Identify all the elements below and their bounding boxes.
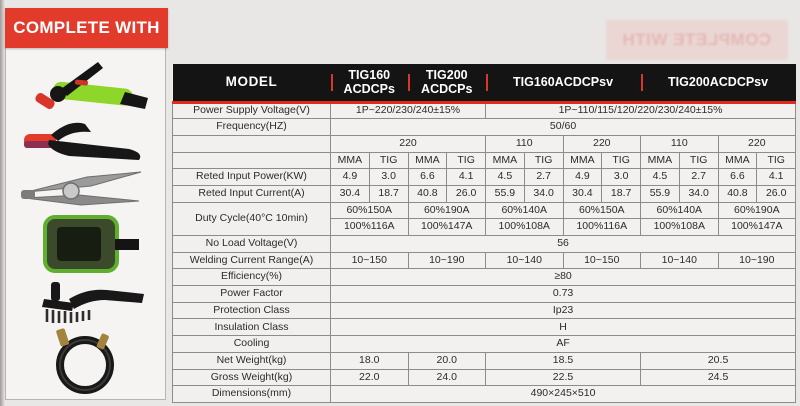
cell: 6.6: [408, 169, 447, 186]
gas-hose-coil-image: [11, 327, 161, 395]
row-label: Power Supply Voltage(V): [173, 102, 331, 119]
row-label: Duty Cycle(40°C 10min): [173, 202, 331, 235]
complete-with-banner: [5, 8, 168, 48]
cell: TIG: [369, 152, 408, 169]
showthrough-ghost: [606, 20, 788, 60]
row-power-supply: [173, 102, 796, 119]
cell: MMA: [563, 152, 602, 169]
cell: 60%150A: [563, 202, 641, 219]
cell: 55.9: [641, 185, 680, 202]
row-rated-power: [173, 169, 796, 186]
cell: 18.7: [602, 185, 641, 202]
row-welding-range: [173, 252, 796, 269]
cell: 20.5: [641, 352, 796, 369]
row-input-voltage: [173, 135, 796, 152]
showthrough-ghost-text: COMPLETE WITH: [622, 30, 772, 49]
cell: 110: [486, 135, 564, 152]
cell: 18.0: [331, 352, 409, 369]
cell: 34.0: [679, 185, 718, 202]
cell: 100%147A: [718, 219, 796, 236]
cell: 18.7: [369, 185, 408, 202]
cell: 50/60: [331, 119, 796, 136]
row-mode: [173, 152, 796, 169]
cell: H: [331, 319, 796, 336]
cell: 4.1: [757, 169, 796, 186]
spec-table: [172, 64, 796, 403]
cell: TIG: [679, 152, 718, 169]
cell: 1P~110/115/120/220/230/240±15%: [486, 102, 796, 119]
row-insulation-class: [173, 319, 796, 336]
cell: 60%140A: [486, 202, 564, 219]
cell: MMA: [408, 152, 447, 169]
row-label: Reted Input Power(KW): [173, 169, 331, 186]
cell: 4.1: [447, 169, 486, 186]
cell: 10~190: [408, 252, 486, 269]
cell: 100%108A: [486, 219, 564, 236]
row-label: Frequency(HZ): [173, 119, 331, 136]
cell: 3.0: [602, 169, 641, 186]
cell: 10~140: [641, 252, 719, 269]
header-row: [173, 64, 796, 102]
cell: 60%190A: [408, 202, 486, 219]
model-header: MODEL: [173, 64, 331, 102]
row-label: No Load Voltage(V): [173, 236, 331, 253]
cell: 220: [718, 135, 796, 152]
row-label: [173, 152, 331, 169]
row-label: Reted Input Current(A): [173, 185, 331, 202]
row-label: Cooling: [173, 336, 331, 353]
cell: 30.4: [563, 185, 602, 202]
cell: MMA: [718, 152, 757, 169]
cell: 40.8: [718, 185, 757, 202]
earth-clamp-image: [11, 168, 161, 210]
cell: 490×245×510: [331, 386, 796, 403]
cell: 60%150A: [331, 202, 409, 219]
cell: 10~150: [331, 252, 409, 269]
cell: 4.9: [563, 169, 602, 186]
cell: 60%190A: [718, 202, 796, 219]
cell: 10~140: [486, 252, 564, 269]
row-label: Net Weight(kg): [173, 352, 331, 369]
model-tig200acdcpsv: TIG200ACDCPsv: [641, 64, 796, 102]
row-label: Gross Weight(kg): [173, 369, 331, 386]
cell: TIG: [447, 152, 486, 169]
row-label: Power Factor: [173, 286, 331, 303]
cell: 22.5: [486, 369, 641, 386]
model-tig160acdcpsv: TIG160ACDCPsv: [486, 64, 641, 102]
cell: ≥80: [331, 269, 796, 286]
cell: 24.5: [641, 369, 796, 386]
cell: 100%108A: [641, 219, 719, 236]
row-dimensions: [173, 386, 796, 403]
cell: 60%140A: [641, 202, 719, 219]
row-label: Efficiency(%): [173, 269, 331, 286]
row-net-weight: [173, 352, 796, 369]
row-cooling: [173, 336, 796, 353]
remote-control-box-image: [11, 214, 161, 274]
cell: TIG: [602, 152, 641, 169]
cell: 4.5: [641, 169, 680, 186]
row-label: Protection Class: [173, 302, 331, 319]
cell: MMA: [641, 152, 680, 169]
tig-torch-image: [11, 59, 161, 115]
cell: 0.73: [331, 286, 796, 303]
cell: AF: [331, 336, 796, 353]
cell: 220: [331, 135, 486, 152]
model-tig200acdcps: TIG200 ACDCPs: [408, 64, 486, 102]
row-label: [173, 135, 331, 152]
cell: 100%116A: [331, 219, 409, 236]
cell: 4.9: [331, 169, 370, 186]
cell: 30.4: [331, 185, 370, 202]
cell: TIG: [757, 152, 796, 169]
cell: 100%116A: [563, 219, 641, 236]
row-label: Insulation Class: [173, 319, 331, 336]
cell: MMA: [486, 152, 525, 169]
row-efficiency: [173, 269, 796, 286]
row-gross-weight: [173, 369, 796, 386]
cell: 26.0: [757, 185, 796, 202]
cell: 1P~220/230/240±15%: [331, 102, 486, 119]
cell: 220: [563, 135, 641, 152]
row-protection-class: [173, 302, 796, 319]
row-label: Dimensions(mm): [173, 386, 331, 403]
cell: 18.5: [486, 352, 641, 369]
cell: TIG: [524, 152, 563, 169]
row-rated-current: [173, 185, 796, 202]
cell: 10~150: [563, 252, 641, 269]
cell: 6.6: [718, 169, 757, 186]
cell: 3.0: [369, 169, 408, 186]
spec-table-wrap: [172, 64, 796, 403]
banner-label: COMPLETE WITH: [13, 18, 160, 37]
accessory-list: [6, 53, 165, 399]
cell: 20.0: [408, 352, 486, 369]
cell: 4.5: [486, 169, 525, 186]
cell: 55.9: [486, 185, 525, 202]
cell: Ip23: [331, 302, 796, 319]
cell: MMA: [331, 152, 370, 169]
cell: 10~190: [718, 252, 796, 269]
electrode-holder-image: [11, 119, 161, 163]
cell: 110: [641, 135, 719, 152]
row-duty-cycle-60: [173, 202, 796, 219]
accessories-panel: [5, 8, 166, 400]
row-label: Welding Current Range(A): [173, 252, 331, 269]
cell: 34.0: [524, 185, 563, 202]
cell: 100%147A: [408, 219, 486, 236]
cell: 24.0: [408, 369, 486, 386]
model-tig160acdcps: TIG160 ACDCPs: [331, 64, 409, 102]
row-frequency: [173, 119, 796, 136]
row-no-load-voltage: [173, 236, 796, 253]
cell: 40.8: [408, 185, 447, 202]
row-power-factor: [173, 286, 796, 303]
cell: 56: [331, 236, 796, 253]
cell: 26.0: [447, 185, 486, 202]
cell: 2.7: [679, 169, 718, 186]
cell: 22.0: [331, 369, 409, 386]
cell: 2.7: [524, 169, 563, 186]
wire-brush-image: [11, 279, 161, 323]
